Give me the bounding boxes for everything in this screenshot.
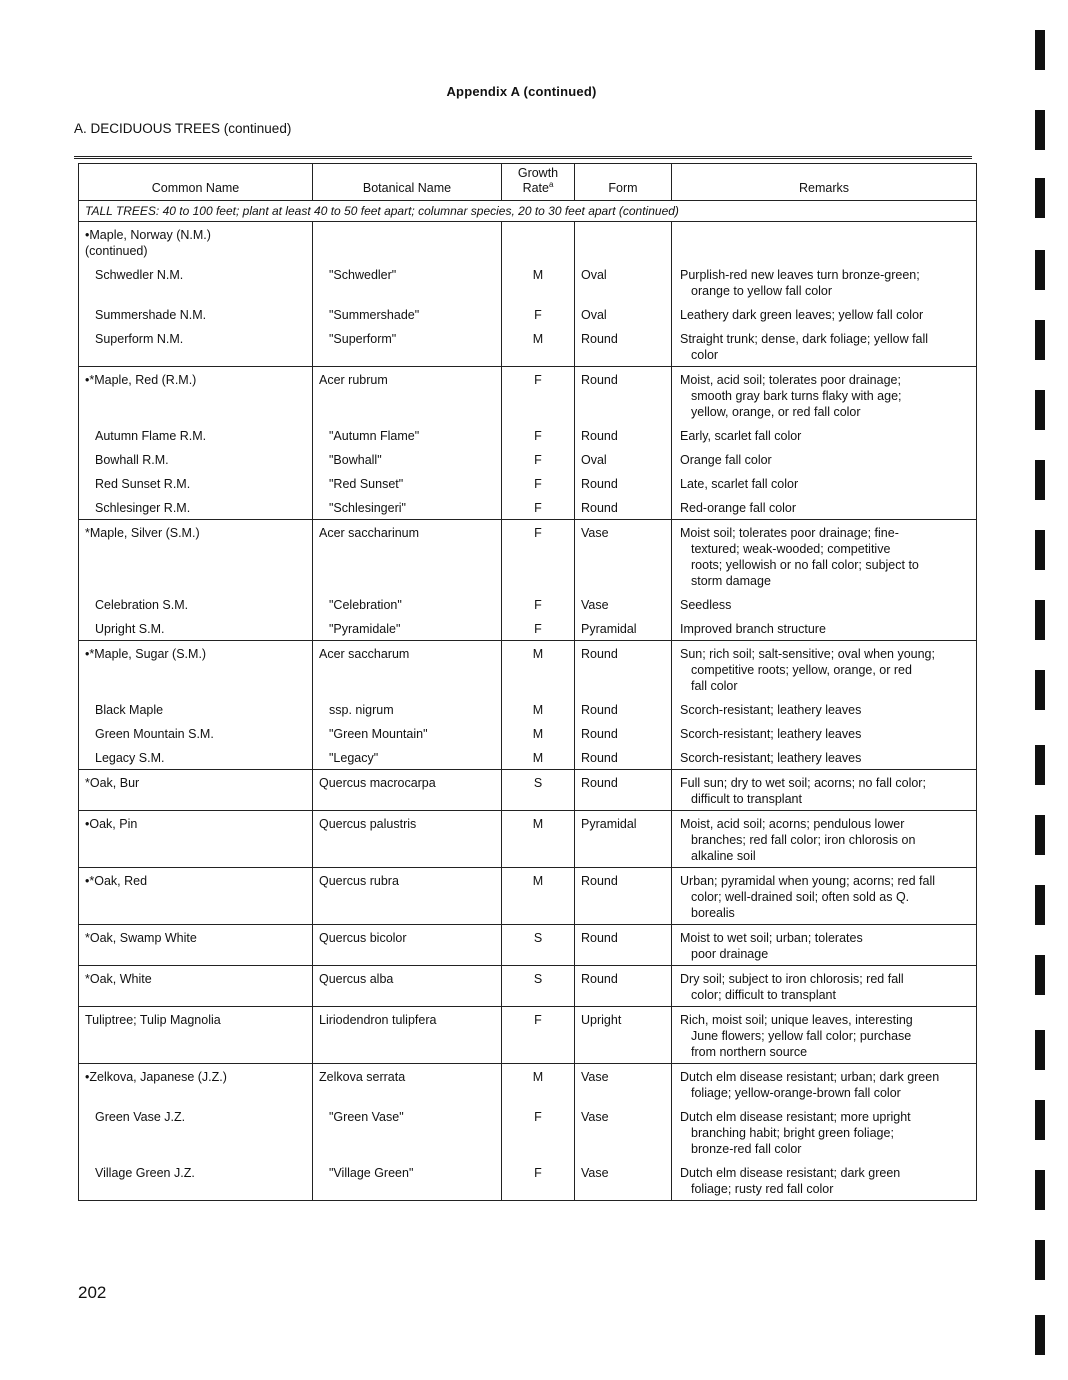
cell-growth-rate: M [502,697,575,721]
remark-line: competitive roots; yellow, orange, or red [691,663,912,677]
table-row [79,1064,977,1105]
remark-line: color; difficult to transplant [691,988,836,1002]
remark-line: alkaline soil [691,849,756,863]
common-name-text: *Oak, White [85,972,152,986]
cell-form: Oval [575,302,672,326]
remark-line: Moist, acid soil; tolerates poor drainage; [680,373,901,387]
cell-remarks [672,925,977,966]
cell-botanical-name: "Bowhall" [313,447,502,471]
cell-common-name [79,1160,313,1201]
common-name-continued: (continued) [85,244,148,258]
cell-botanical-name: Liriodendron tulipfera [313,1007,502,1064]
remark-line: Dry soil; subject to iron chlorosis; red fall [680,972,904,986]
column-header-botanical-name: Botanical Name [313,164,502,201]
cell-growth-rate: F [502,1160,575,1201]
cell-botanical-name: ssp. nigrum [313,697,502,721]
table-row [79,592,977,616]
cell-botanical-name: "Superform" [313,326,502,367]
cell-form: Round [575,471,672,495]
cell-botanical-name: "Schlesingeri" [313,495,502,520]
cell-botanical-name: Acer saccharinum [313,520,502,593]
common-name-text: *Oak, Swamp White [85,931,197,945]
remark-line: Moist, acid soil; acorns; pendulous lower [680,817,905,831]
remark-line: Dutch elm disease resistant; dark green [680,1166,901,1180]
cell-remarks [672,1064,977,1105]
cell-remarks [672,423,977,447]
column-header-growth-rate [502,164,575,201]
remark-line: Scorch-resistant; leathery leaves [680,703,862,717]
cell-growth-rate: S [502,925,575,966]
remark-line: borealis [691,906,735,920]
cell-remarks [672,520,977,593]
cell-common-name [79,1064,313,1105]
table-row [79,262,977,302]
cell-botanical-name: Zelkova serrata [313,1064,502,1105]
cell-common-name [79,447,313,471]
cell-common-name [79,471,313,495]
cell-growth-rate: F [502,1104,575,1160]
binding-mark [1035,670,1045,710]
cell-remarks [672,641,977,698]
cell-common-name [79,811,313,868]
remark-line: poor drainage [691,947,769,961]
cell-form: Upright [575,1007,672,1064]
cell-form: Round [575,966,672,1007]
cell-botanical-name: "Green Mountain" [313,721,502,745]
table-row [79,423,977,447]
cell-common-name [79,495,313,520]
binding-mark [1035,530,1045,570]
remark-line: smooth gray bark turns flaky with age; [691,389,902,403]
cell-form: Round [575,697,672,721]
table-row [79,302,977,326]
remark-line: Moist to wet soil; urban; tolerates [680,931,863,945]
binding-mark [1035,815,1045,855]
cell-form: Vase [575,520,672,593]
cell-growth-rate: F [502,447,575,471]
cell-botanical-name: "Village Green" [313,1160,502,1201]
table-row [79,868,977,925]
remark-line: Late, scarlet fall color [680,477,799,491]
binding-mark [1035,390,1045,430]
cell-botanical-name: "Pyramidale" [313,616,502,641]
cell-remarks [672,1160,977,1201]
tall-trees-banner: TALL TREES: 40 to 100 feet; plant at least 40 to 50 feet apart; columnar species, 20 to 30 feet apart (continued) [79,201,977,222]
cell-form: Pyramidal [575,616,672,641]
cell-remarks [672,495,977,520]
binding-mark [1035,1315,1045,1355]
cell-common-name [79,302,313,326]
remark-line: color; well-drained soil; often sold as Q. [691,890,910,904]
cell-remarks [672,1007,977,1064]
cell-botanical-name: "Green Vase" [313,1104,502,1160]
remark-line: roots; yellowish or no fall color; subject to [691,558,919,572]
remark-line: Purplish-red new leaves turn bronze-green; [680,268,920,282]
remark-line: textured; weak-wooded; competitive [691,542,891,556]
cell-growth-rate: F [502,302,575,326]
cell-form: Round [575,423,672,447]
remark-line: storm damage [691,574,771,588]
remark-line: Leathery dark green leaves; yellow fall color [680,308,924,322]
cell-form: Round [575,745,672,770]
cell-remarks [672,367,977,424]
cell-form: Vase [575,1064,672,1105]
remark-line: Dutch elm disease resistant; more upright [680,1110,911,1124]
table-row [79,326,977,367]
remark-line: Full sun; dry to wet soil; acorns; no fall color; [680,776,926,790]
remark-line: foliage; yellow-orange-brown fall color [691,1086,901,1100]
cell-remarks [672,697,977,721]
common-name-text: •*Maple, Red (R.M.) [85,373,197,387]
binding-mark [1035,1030,1045,1070]
common-name-text: •Oak, Pin [85,817,138,831]
binding-mark [1035,110,1045,150]
cell-remarks [672,262,977,302]
growth-label: Growth [517,166,559,180]
column-header-remarks: Remarks [672,164,977,201]
cell-remarks [672,770,977,811]
remark-line: from northern source [691,1045,808,1059]
cell-botanical-name: "Summershade" [313,302,502,326]
cell-growth-rate: F [502,495,575,520]
remark-line: Orange fall color [680,453,772,467]
table-row [79,367,977,424]
remark-line: foliage; rusty red fall color [691,1182,834,1196]
cell-growth-rate: F [502,592,575,616]
table-body [79,201,977,1201]
cell-growth-rate: M [502,641,575,698]
cell-form: Round [575,770,672,811]
common-name-text: Black Maple [95,703,164,717]
cell-botanical-name: Acer saccharum [313,641,502,698]
remark-line: yellow, orange, or red fall color [691,405,861,419]
table-row [79,697,977,721]
table-row [79,1007,977,1064]
common-name-text: *Maple, Silver (S.M.) [85,526,200,540]
cell-common-name [79,745,313,770]
cell-growth-rate: M [502,868,575,925]
common-name-text: •*Maple, Sugar (S.M.) [85,647,207,661]
binding-mark [1035,460,1045,500]
cell-common-name [79,966,313,1007]
cell-form: Oval [575,262,672,302]
cell-form [575,222,672,263]
cell-growth-rate: S [502,966,575,1007]
binding-mark [1035,1170,1045,1210]
plant-table-container [78,163,976,1201]
cell-remarks [672,745,977,770]
binding-mark [1035,955,1045,995]
cell-botanical-name: Quercus palustris [313,811,502,868]
binding-mark [1035,1100,1045,1140]
binding-mark [1035,600,1045,640]
cell-common-name [79,262,313,302]
cell-common-name [79,616,313,641]
remark-line: Urban; pyramidal when young; acorns; red fall [680,874,935,888]
cell-form: Round [575,868,672,925]
common-name-text: Schwedler N.M. [95,268,184,282]
footnote-marker: a [548,179,554,189]
cell-remarks [672,592,977,616]
remark-line: color [691,348,719,362]
table-row [79,925,977,966]
cell-botanical-name: Quercus rubra [313,868,502,925]
cell-common-name [79,697,313,721]
remark-line: Moist soil; tolerates poor drainage; fine- [680,526,899,540]
common-name-text: •*Oak, Red [85,874,148,888]
cell-remarks [672,811,977,868]
cell-common-name [79,520,313,593]
binding-mark [1035,320,1045,360]
cell-remarks [672,868,977,925]
remark-line: Straight trunk; dense, dark foliage; yellow fall [680,332,929,346]
cell-common-name [79,721,313,745]
rate-label: Rate [522,181,549,195]
table-row [79,1160,977,1201]
cell-form: Vase [575,1160,672,1201]
page-header: Appendix A (continued) [446,84,597,99]
cell-growth-rate: F [502,520,575,593]
cell-botanical-name: "Schwedler" [313,262,502,302]
remark-line: difficult to transplant [691,792,802,806]
cell-botanical-name: "Legacy" [313,745,502,770]
cell-growth-rate: S [502,770,575,811]
table-row [79,721,977,745]
binding-mark [1035,178,1045,218]
binding-mark [1035,1240,1045,1280]
cell-common-name [79,423,313,447]
cell-form: Round [575,326,672,367]
cell-growth-rate: F [502,616,575,641]
table-top-rule [74,156,972,159]
common-name-text: Tuliptree; Tulip Magnolia [85,1013,221,1027]
remark-line: Seedless [680,598,732,612]
remark-line: Rich, moist soil; unique leaves, interesting [680,1013,913,1027]
cell-remarks [672,447,977,471]
column-header-common-name: Common Name [79,164,313,201]
common-name-text: •Zelkova, Japanese (J.Z.) [85,1070,227,1084]
cell-botanical-name: "Autumn Flame" [313,423,502,447]
cell-growth-rate: F [502,423,575,447]
cell-common-name [79,868,313,925]
cell-form: Round [575,367,672,424]
table-row [79,1104,977,1160]
cell-botanical-name: "Celebration" [313,592,502,616]
common-name-text: Green Vase J.Z. [95,1110,186,1124]
remark-line: Sun; rich soil; salt-sensitive; oval when young; [680,647,935,661]
table-row [79,745,977,770]
cell-growth-rate: F [502,1007,575,1064]
table-header-row [79,164,977,201]
cell-growth-rate [502,222,575,263]
binding-mark [1035,30,1045,70]
cell-growth-rate: M [502,1064,575,1105]
remark-line: orange to yellow fall color [691,284,833,298]
remark-line: Early, scarlet fall color [680,429,802,443]
common-name-text: Village Green J.Z. [95,1166,195,1180]
cell-form: Vase [575,1104,672,1160]
table-row [79,641,977,698]
table-row [79,616,977,641]
cell-form: Oval [575,447,672,471]
common-name-text: Green Mountain S.M. [95,727,214,741]
table-row [79,222,977,263]
cell-botanical-name: Acer rubrum [313,367,502,424]
binding-mark [1035,250,1045,290]
cell-common-name [79,222,313,263]
table-row [79,471,977,495]
plant-table [78,163,977,1201]
cell-botanical-name: "Red Sunset" [313,471,502,495]
table-row [79,495,977,520]
cell-remarks [672,1104,977,1160]
common-name-text: Legacy S.M. [95,751,165,765]
cell-botanical-name [313,222,502,263]
common-name-text: •Maple, Norway (N.M.) [85,228,211,242]
cell-common-name [79,770,313,811]
remark-line: June flowers; yellow fall color; purchase [691,1029,912,1043]
binding-mark [1035,885,1045,925]
cell-form: Round [575,721,672,745]
cell-common-name [79,1007,313,1064]
binding-edge-marks [1035,0,1055,1380]
cell-growth-rate: M [502,721,575,745]
cell-common-name [79,1104,313,1160]
cell-growth-rate: M [502,811,575,868]
common-name-text: Celebration S.M. [95,598,189,612]
cell-botanical-name: Quercus macrocarpa [313,770,502,811]
cell-botanical-name: Quercus bicolor [313,925,502,966]
remark-line: Improved branch structure [680,622,826,636]
cell-common-name [79,367,313,424]
cell-common-name [79,925,313,966]
column-header-form: Form [575,164,672,201]
common-name-text: Superform N.M. [95,332,184,346]
cell-growth-rate: M [502,745,575,770]
common-name-text: Schlesinger R.M. [95,501,191,515]
section-title: A. DECIDUOUS TREES (continued) [74,121,292,136]
common-name-text: Bowhall R.M. [95,453,169,467]
cell-form: Round [575,641,672,698]
cell-form: Round [575,495,672,520]
remark-line: bronze-red fall color [691,1142,802,1156]
remark-line: branches; red fall color; iron chlorosis on [691,833,916,847]
cell-growth-rate: M [502,326,575,367]
cell-growth-rate: F [502,367,575,424]
cell-remarks [672,302,977,326]
cell-form: Pyramidal [575,811,672,868]
cell-form: Round [575,925,672,966]
page-number: 202 [78,1283,107,1302]
common-name-text: Upright S.M. [95,622,165,636]
table-row [79,770,977,811]
cell-remarks [672,222,977,263]
cell-remarks [672,616,977,641]
cell-remarks [672,471,977,495]
common-name-text: Autumn Flame R.M. [95,429,207,443]
cell-common-name [79,641,313,698]
remark-line: Scorch-resistant; leathery leaves [680,751,862,765]
remark-line: Dutch elm disease resistant; urban; dark green [680,1070,940,1084]
common-name-text: Red Sunset R.M. [95,477,191,491]
remark-line: branching habit; bright green foliage; [691,1126,894,1140]
common-name-text: *Oak, Bur [85,776,140,790]
table-row [79,966,977,1007]
cell-common-name [79,326,313,367]
table-row [79,811,977,868]
binding-mark [1035,745,1045,785]
cell-form: Vase [575,592,672,616]
cell-remarks [672,721,977,745]
remark-line: Scorch-resistant; leathery leaves [680,727,862,741]
remark-line: fall color [691,679,738,693]
cell-botanical-name: Quercus alba [313,966,502,1007]
table-row [79,520,977,593]
cell-remarks [672,966,977,1007]
table-banner-row [79,201,977,222]
table-row [79,447,977,471]
cell-common-name [79,592,313,616]
cell-growth-rate: M [502,262,575,302]
cell-growth-rate: F [502,471,575,495]
common-name-text: Summershade N.M. [95,308,207,322]
remark-line: Red-orange fall color [680,501,797,515]
cell-remarks [672,326,977,367]
